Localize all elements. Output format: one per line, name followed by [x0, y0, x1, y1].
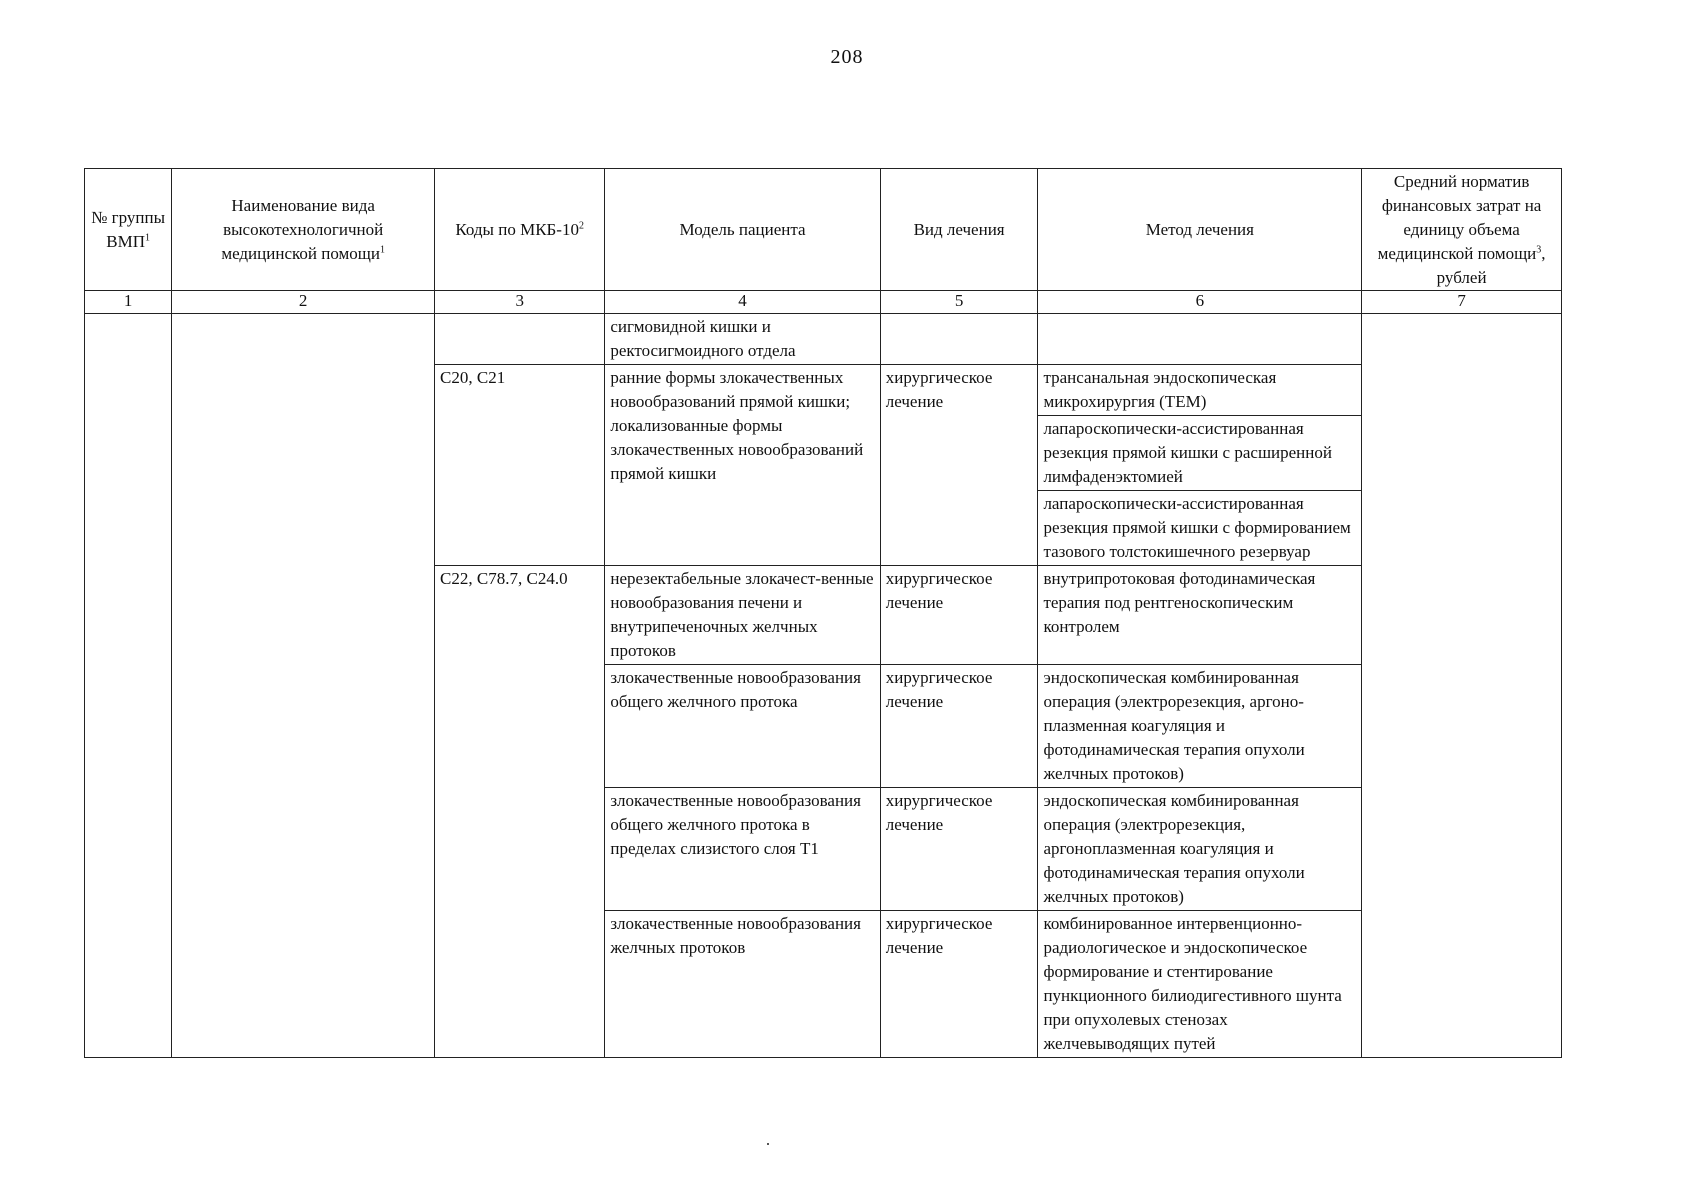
icd-codes-cell: C22, C78.7, C24.0 — [435, 566, 605, 1058]
header-patient-model: Модель пациента — [605, 169, 880, 291]
header-icd-codes: Коды по МКБ-$10^2$ — [435, 169, 605, 291]
cost-standard-cell — [1362, 314, 1562, 1058]
column-number: 4 — [605, 291, 880, 314]
column-number-row — [85, 291, 1562, 314]
header-treatment-type: Вид лечения — [880, 169, 1038, 291]
column-number: 7 — [1362, 291, 1562, 314]
header-cost-standard: Средний норматив финансовых затрат на единицу объема медицинской помощи$^3$, рублей — [1362, 169, 1562, 291]
patient-model-cell: злокачественные новообразования общего желчного протока в пределах слизистого слоя T1 — [605, 788, 880, 911]
column-number: 1 — [85, 291, 172, 314]
icd-codes-cell: C20, C21 — [435, 365, 605, 566]
treatment-type-cell: хирургическое лечение — [880, 665, 1038, 788]
treatment-method-cell: комбинированное интервенционно-радиологическое и эндоскопическое формирование и стентирование пункционного билиодигестивного шунта при опухолевых стенозах желчевыводящих путей — [1038, 911, 1362, 1058]
treatment-method-cell: лапароскопически-ассистированная резекция прямой кишки с формированием тазового толстокишечного резервуар — [1038, 491, 1362, 566]
column-number: 6 — [1038, 291, 1362, 314]
column-number: 3 — [435, 291, 605, 314]
treatment-type-cell: хирургическое лечение — [880, 365, 1038, 566]
column-number: 2 — [172, 291, 435, 314]
scan-dot — [767, 1143, 769, 1145]
care-type-name-cell — [172, 314, 435, 1058]
header-treatment-method: Метод лечения — [1038, 169, 1362, 291]
treatment-method-cell: эндоскопическая комбинированная операция (электрорезекция, аргоно-плазменная коагуляция и фотодинамическая терапия опухоли желчных протоков) — [1038, 665, 1362, 788]
column-number: 5 — [880, 291, 1038, 314]
patient-model-cell: нерезектабельные злокачест-венные новообразования печени и внутрипеченочных желчных протоков — [605, 566, 880, 665]
treatment-type-cell: хирургическое лечение — [880, 788, 1038, 911]
treatment-type-cell: хирургическое лечение — [880, 566, 1038, 665]
treatment-method-cell — [1038, 314, 1362, 365]
page-number: 208 — [830, 46, 864, 68]
group-number-cell — [85, 314, 172, 1058]
patient-model-cell: сигмовидной кишки и ректосигмоидного отдела — [605, 314, 880, 365]
treatment-method-cell: эндоскопическая комбинированная операция (электрорезекция, аргоноплазменная коагуляция и фотодинамическая терапия опухоли желчных протоков) — [1038, 788, 1362, 911]
icd-codes-cell — [435, 314, 605, 365]
header-row — [85, 169, 1562, 291]
treatment-type-cell — [880, 314, 1038, 365]
patient-model-cell: злокачественные новообразования общего желчного протока — [605, 665, 880, 788]
treatment-method-cell: внутрипротоковая фотодинамическая терапия под рентгеноскопическим контролем — [1038, 566, 1362, 665]
header-care-type-name: Наименование вида высокотехнологичной медицинской помощи$^1$ — [172, 169, 435, 291]
patient-model-cell: ранние формы злокачественных новообразований прямой кишки; локализованные формы злокачественных новообразований прямой кишки — [605, 365, 880, 566]
treatment-method-cell: лапароскопически-ассистированная резекция прямой кишки с расширенной лимфаденэктомией — [1038, 416, 1362, 491]
patient-model-cell: злокачественные новообразования желчных протоков — [605, 911, 880, 1058]
header-group-number: № группы ВМП$^1$ — [85, 169, 172, 291]
treatment-type-cell: хирургическое лечение — [880, 911, 1038, 1058]
vmp-table — [84, 168, 1562, 1058]
table-row — [85, 314, 1562, 365]
treatment-method-cell: трансанальная эндоскопическая микрохирургия (ТЕМ) — [1038, 365, 1362, 416]
